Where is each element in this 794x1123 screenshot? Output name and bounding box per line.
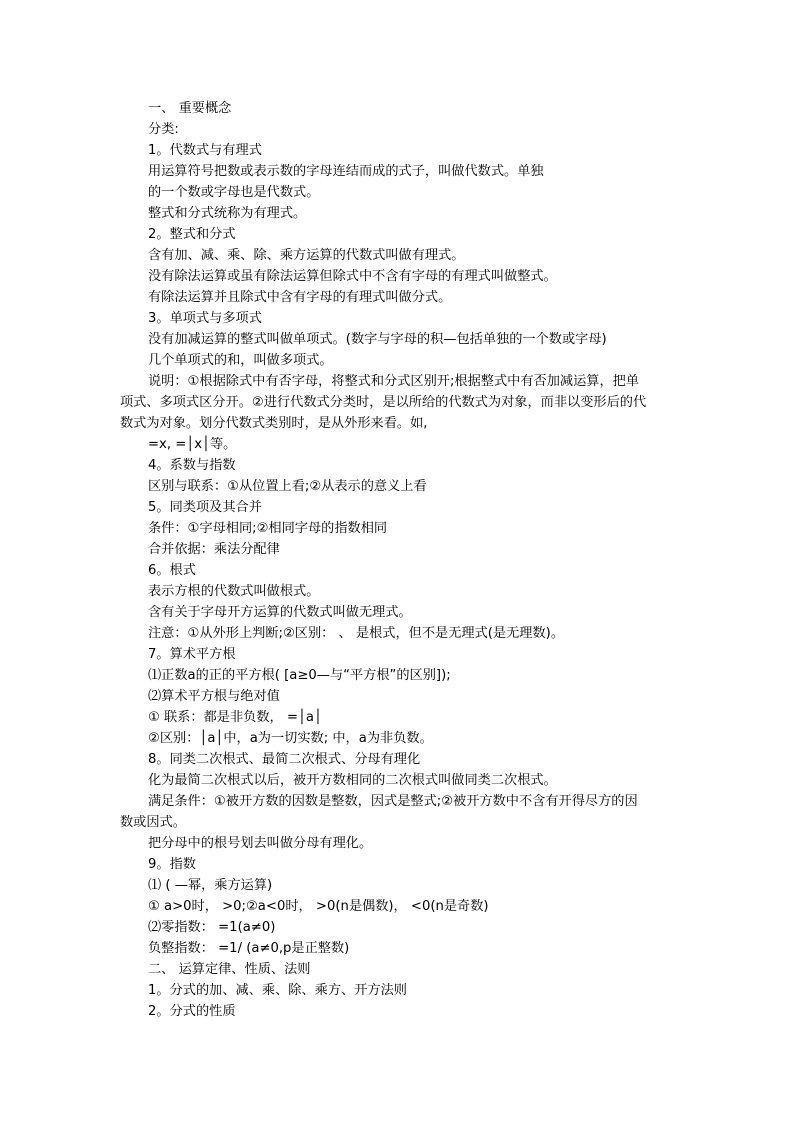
text-line: 合并依据：乘法分配律	[148, 542, 280, 557]
document-body	[120, 98, 710, 1022]
text-line: 把分母中的根号划去叫做分母有理化。	[148, 836, 373, 851]
text-line: ⑵零指数： =1(a≠0)	[148, 920, 276, 935]
subheading-coefficient-exponent: 4。系数与指数	[148, 458, 236, 473]
text-line: 没有除法运算或虽有除法运算但除式中不含有字母的有理式叫做整式。	[148, 269, 557, 284]
text-line: 2。分式的性质	[148, 1004, 236, 1019]
text-line: 分类:	[148, 122, 179, 137]
text-line: 数或因式。	[120, 815, 186, 830]
text-line: 有除法运算并且除式中含有字母的有理式叫做分式。	[148, 290, 452, 305]
subheading-radical: 6。根式	[148, 563, 196, 578]
subheading-quadratic-radicals: 8。同类二次根式、最简二次根式、分母有理化	[148, 752, 421, 767]
text-line: ②区别：│a│中，a为一切实数; 中，a为非负数。	[148, 731, 433, 746]
text-line: 1。分式的加、减、乘、除、乘方、开方法则	[148, 983, 407, 998]
text-line: 含有加、减、乘、除、乘方运算的代数式叫做有理式。	[148, 248, 465, 263]
text-line: 数式为对象。划分代数式类别时，是从外形来看。如,	[120, 416, 428, 431]
text-line: 化为最简二次根式以后，被开方数相同的二次根式叫做同类二次根式。	[148, 773, 557, 788]
section-heading-concepts: 一、 重要概念	[148, 101, 232, 116]
text-line: ⑵算术平方根与绝对值	[148, 689, 280, 704]
text-line: 条件：①字母相同;②相同字母的指数相同	[148, 521, 388, 536]
text-line: 区别与联系：①从位置上看;②从表示的意义上看	[148, 479, 427, 494]
section-heading-operations: 二、 运算定律、性质、法则	[148, 962, 311, 977]
text-line: 几个单项式的和，叫做多项式。	[148, 353, 333, 368]
text-line: ⑴正数a的正的平方根( [a≥0—与“平方根”的区别]);	[148, 668, 451, 683]
subheading-monomial-polynomial: 3。单项式与多项式	[148, 311, 262, 326]
text-line: 负整指数： =1/ (a≠0,p是正整数)	[148, 941, 350, 956]
text-line: 说明：①根据除式中有否字母，将整式和分式区别开;根据整式中有否加减运算，把单	[148, 374, 640, 389]
text-line: ① a>0时， >0;②a<0时， >0(n是偶数)， <0(n是奇数)	[148, 899, 489, 914]
subheading-polynomial-fraction: 2。整式和分式	[148, 227, 236, 242]
text-line: 没有加减运算的整式叫做单项式。(数字与字母的积—包括单独的一个数或字母)	[148, 332, 607, 347]
text-line: 项式、多项式区分开。②进行代数式分类时，是以所给的代数式为对象，而非以变形后的代	[120, 395, 647, 410]
subheading-exponent: 9。指数	[148, 857, 196, 872]
text-line: 满足条件：①被开方数的因数是整数，因式是整式;②被开方数中不含有开得尽方的因	[148, 794, 638, 809]
subheading-like-terms: 5。同类项及其合并	[148, 500, 262, 515]
text-line: 的一个数或字母也是代数式。	[148, 185, 320, 200]
text-line: ① 联系：都是非负数， =│a│	[148, 710, 322, 725]
subheading-algebraic-expression: 1。代数式与有理式	[148, 143, 262, 158]
subheading-arithmetic-square-root: 7。算术平方根	[148, 647, 236, 662]
text-line: 整式和分式统称为有理式。	[148, 206, 307, 221]
text-line: =x, =│x│等。	[148, 437, 237, 452]
text-line: ⑴ ( —幂，乘方运算)	[148, 878, 273, 893]
text-line: 表示方根的代数式叫做根式。	[148, 584, 320, 599]
text-line: 注意：①从外形上判断;②区别： 、 是根式，但不是无理式(是无理数)。	[148, 626, 565, 641]
text-line: 含有关于字母开方运算的代数式叫做无理式。	[148, 605, 412, 620]
text-line: 用运算符号把数或表示数的字母连结而成的式子，叫做代数式。单独	[148, 164, 544, 179]
